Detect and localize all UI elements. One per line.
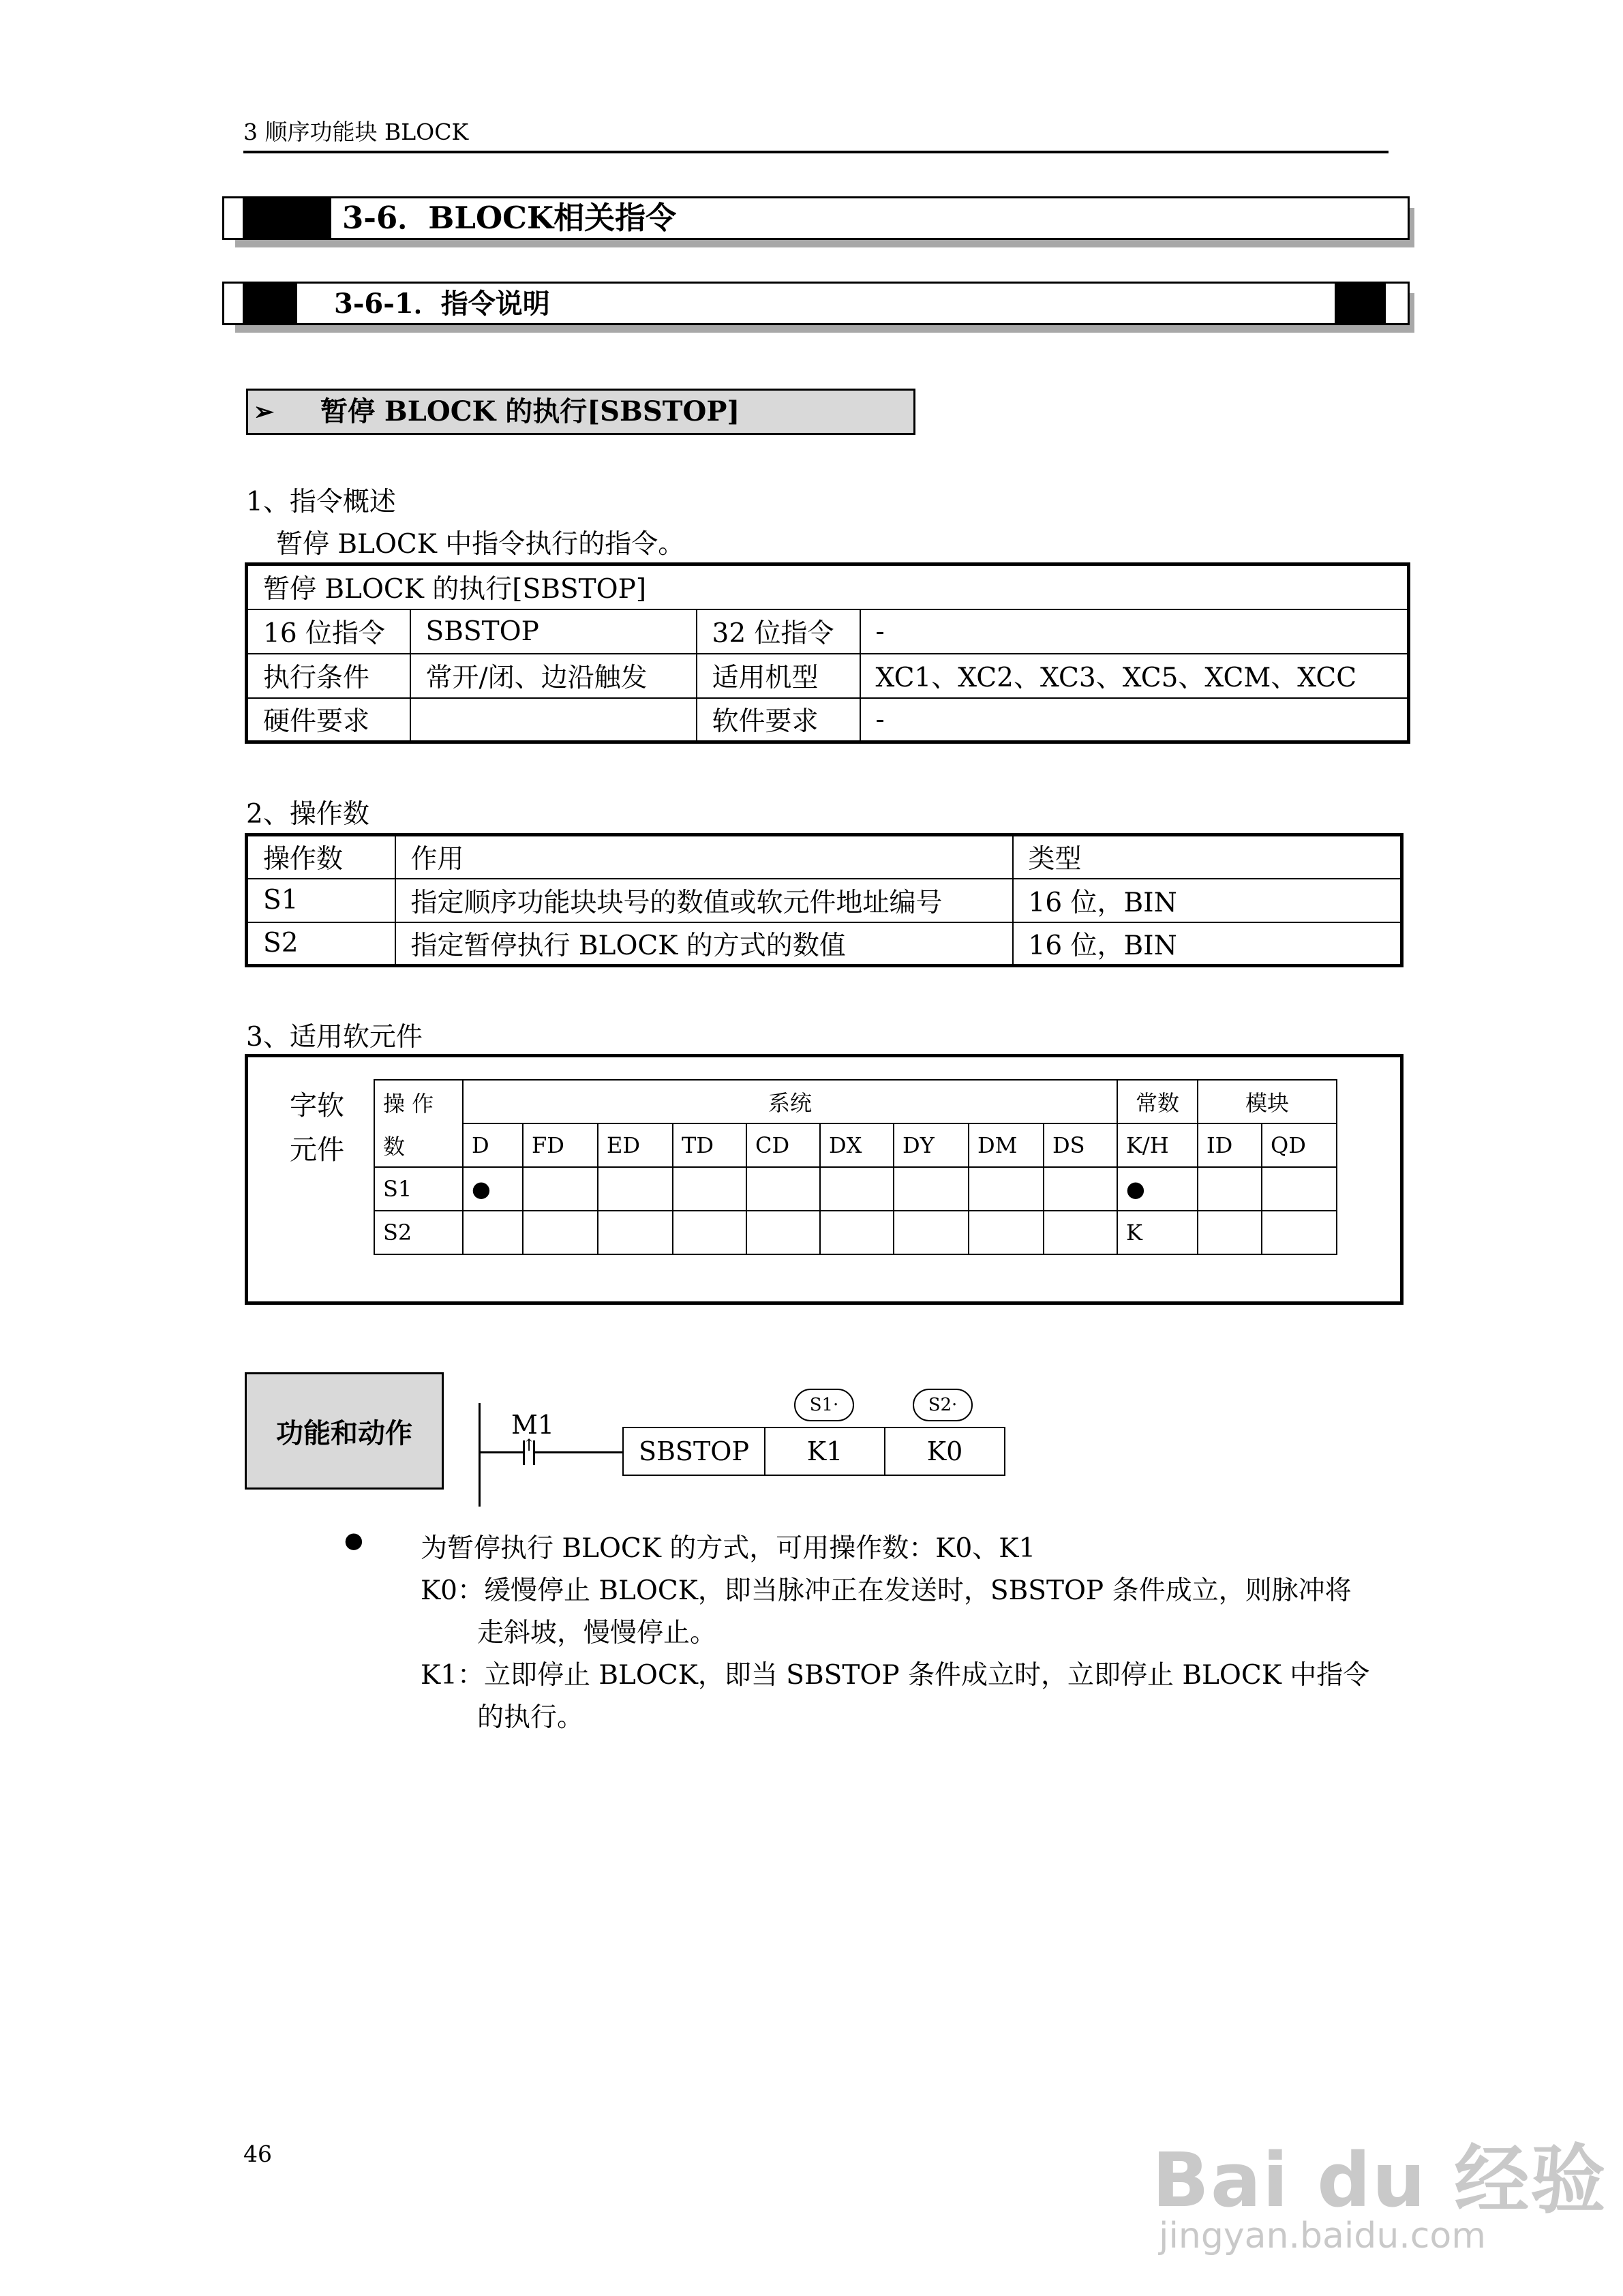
header-rule bbox=[243, 151, 1389, 153]
table-cell: 适用机型 bbox=[697, 654, 860, 698]
ladder-wire-right bbox=[535, 1451, 624, 1453]
note-line-1: 为暂停执行 BLOCK 的方式，可用操作数：K0、K1 bbox=[421, 1533, 1036, 1564]
page-number: 46 bbox=[243, 2141, 272, 2167]
arg2-box: K0 bbox=[884, 1427, 1005, 1476]
row-label: S1 bbox=[374, 1167, 463, 1211]
subsection-bar-block-left bbox=[243, 284, 297, 323]
table-cell bbox=[969, 1167, 1044, 1211]
table-cell: 16 位，BIN bbox=[1013, 922, 1402, 966]
subsection-title: 3-6-1．指令说明 bbox=[334, 288, 550, 320]
note-k0-line-1: K0：缓慢停止 BLOCK，即当脉冲正在发送时，SBSTOP 条件成立，则脉冲将 bbox=[421, 1575, 1352, 1606]
table-row bbox=[247, 609, 1409, 654]
note-k0-line-2: 走斜坡，慢慢停止。 bbox=[477, 1618, 717, 1648]
bullet-icon: ● bbox=[344, 1527, 363, 1553]
column-header: DY bbox=[894, 1123, 969, 1167]
table-cell: 指定顺序功能块块号的数值或软元件地址编号 bbox=[395, 879, 1013, 922]
table-row bbox=[247, 698, 1409, 742]
column-header: 操作数 bbox=[247, 835, 395, 879]
table-cell: 16 位，BIN bbox=[1013, 879, 1402, 922]
function-label: 功能和动作 bbox=[245, 1372, 444, 1490]
column-header: K/H bbox=[1117, 1123, 1198, 1167]
table-cell bbox=[598, 1167, 673, 1211]
table-header-row bbox=[374, 1123, 1337, 1167]
table-cell bbox=[820, 1167, 894, 1211]
ladder-power-rail bbox=[479, 1403, 481, 1507]
operand-label-2: 数 bbox=[374, 1123, 463, 1167]
column-header: 类型 bbox=[1013, 835, 1402, 879]
table-cell bbox=[1198, 1211, 1262, 1254]
column-header: FD bbox=[523, 1123, 598, 1167]
watermark-url: jingyan.baidu.com bbox=[1159, 2216, 1486, 2256]
table-cell bbox=[1262, 1167, 1337, 1211]
table-cell bbox=[463, 1211, 523, 1254]
table-header-row bbox=[374, 1080, 1337, 1123]
table-cell: K bbox=[1117, 1211, 1198, 1254]
overview-description: 暂停 BLOCK 中指令执行的指令。 bbox=[276, 529, 685, 560]
column-header: ID bbox=[1198, 1123, 1262, 1167]
arg1-box: K1 bbox=[764, 1427, 885, 1476]
note-k1-line-1: K1：立即停止 BLOCK，即当 SBSTOP 条件成立时，立即停止 BLOCK 中指令 bbox=[421, 1660, 1370, 1691]
table-cell: 常开/闭、边沿触发 bbox=[410, 654, 697, 698]
column-header: D bbox=[463, 1123, 523, 1167]
table-cell: 16 位指令 bbox=[247, 609, 410, 654]
table-cell bbox=[969, 1211, 1044, 1254]
note-k1-line-2: 的执行。 bbox=[477, 1702, 584, 1733]
table-cell bbox=[1198, 1167, 1262, 1211]
rising-edge-icon: ↑ bbox=[522, 1436, 536, 1455]
table-row bbox=[374, 1167, 1337, 1211]
subsection-bar-block-right bbox=[1335, 284, 1386, 323]
arrow-marker-icon: ➢ bbox=[254, 397, 275, 426]
group-header-const: 常数 bbox=[1117, 1080, 1198, 1123]
table-cell bbox=[1044, 1211, 1117, 1254]
table-cell: - bbox=[860, 609, 1409, 654]
table-header-row bbox=[247, 835, 1402, 879]
instruction-heading: 暂停 BLOCK 的执行[SBSTOP] bbox=[320, 395, 740, 427]
table-cell bbox=[746, 1211, 820, 1254]
s2-oval: S2· bbox=[913, 1389, 973, 1421]
table-cell bbox=[598, 1211, 673, 1254]
devices-heading: 3、适用软元件 bbox=[246, 1022, 423, 1053]
table-cell: S2 bbox=[247, 922, 395, 966]
contact-label: M1 bbox=[511, 1410, 555, 1440]
operand-label-1: 操 作 bbox=[374, 1080, 463, 1123]
table-cell bbox=[894, 1167, 969, 1211]
table-cell: ● bbox=[463, 1167, 523, 1211]
column-header: TD bbox=[673, 1123, 746, 1167]
table-cell bbox=[1262, 1211, 1337, 1254]
row-label: S2 bbox=[374, 1211, 463, 1254]
table-cell: 执行条件 bbox=[247, 654, 410, 698]
devices-table bbox=[374, 1079, 1337, 1255]
table-row bbox=[374, 1211, 1337, 1254]
watermark-logo: Bai du 经验 bbox=[1152, 2136, 1607, 2224]
table-cell bbox=[746, 1167, 820, 1211]
table-cell: 32 位指令 bbox=[697, 609, 860, 654]
column-header: QD bbox=[1262, 1123, 1337, 1167]
table-cell bbox=[523, 1211, 598, 1254]
table-cell: 指定暂停执行 BLOCK 的方式的数值 bbox=[395, 922, 1013, 966]
section-bar-block bbox=[243, 198, 331, 238]
overview-table-title: 暂停 BLOCK 的执行[SBSTOP] bbox=[247, 564, 1409, 609]
table-row bbox=[247, 922, 1402, 966]
overview-heading: 1、指令概述 bbox=[246, 487, 396, 517]
table-cell: 软件要求 bbox=[697, 698, 860, 742]
devices-side-label-2: 元件 bbox=[290, 1134, 344, 1166]
table-cell bbox=[820, 1211, 894, 1254]
instruction-box: SBSTOP bbox=[622, 1427, 765, 1476]
table-cell bbox=[523, 1167, 598, 1211]
table-cell: XC1、XC2、XC3、XC5、XCM、XCC bbox=[860, 654, 1409, 698]
table-row bbox=[247, 654, 1409, 698]
table-cell bbox=[673, 1211, 746, 1254]
column-header: DX bbox=[820, 1123, 894, 1167]
column-header: DM bbox=[969, 1123, 1044, 1167]
section-title: 3-6．BLOCK相关指令 bbox=[342, 200, 677, 236]
s1-oval: S1· bbox=[794, 1389, 854, 1421]
running-header: 3 顺序功能块 BLOCK bbox=[243, 119, 469, 145]
table-cell: - bbox=[860, 698, 1409, 742]
devices-side-label-1: 字软 bbox=[290, 1090, 344, 1121]
table-cell: S1 bbox=[247, 879, 395, 922]
operands-heading: 2、操作数 bbox=[246, 799, 369, 830]
table-cell bbox=[1044, 1167, 1117, 1211]
table-cell: ● bbox=[1117, 1167, 1198, 1211]
column-header: ED bbox=[598, 1123, 673, 1167]
table-cell bbox=[894, 1211, 969, 1254]
ladder-wire-left bbox=[479, 1451, 523, 1453]
table-cell: SBSTOP bbox=[410, 609, 697, 654]
column-header: CD bbox=[746, 1123, 820, 1167]
operands-table bbox=[245, 833, 1404, 967]
overview-table bbox=[245, 562, 1410, 744]
table-cell bbox=[410, 698, 697, 742]
table-row bbox=[247, 879, 1402, 922]
column-header: 作用 bbox=[395, 835, 1013, 879]
column-header: DS bbox=[1044, 1123, 1117, 1167]
group-header-system: 系统 bbox=[463, 1080, 1117, 1123]
table-cell bbox=[673, 1167, 746, 1211]
group-header-module: 模块 bbox=[1198, 1080, 1337, 1123]
table-cell: 硬件要求 bbox=[247, 698, 410, 742]
